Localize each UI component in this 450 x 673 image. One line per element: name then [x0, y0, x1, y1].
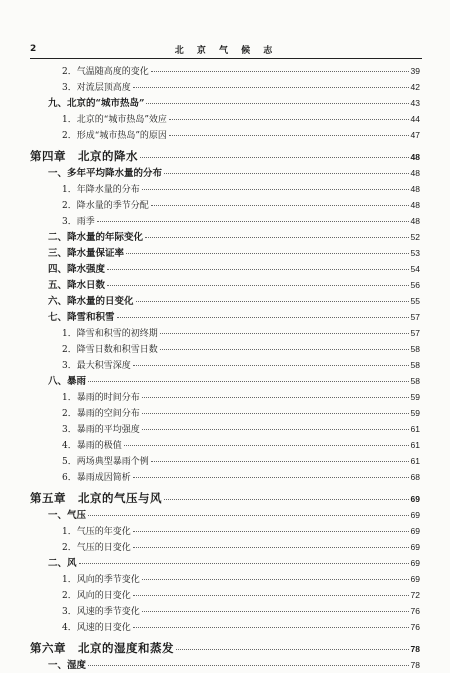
toc-page-number: 68	[410, 472, 420, 482]
toc-page-number: 57	[410, 312, 420, 322]
page-header	[30, 40, 422, 60]
toc-section-row	[30, 293, 420, 309]
toc-section-row	[30, 245, 420, 261]
toc-subsection-row	[30, 63, 420, 79]
toc-entry-title: 第六章 北京的湿度和蒸发	[30, 641, 174, 655]
toc-subsection-row	[30, 389, 420, 405]
toc-chapter-row	[30, 637, 420, 657]
toc-entry-title: 3．风速的季节变化	[62, 607, 140, 617]
dot-leader	[145, 237, 409, 238]
toc-page-number: 61	[410, 424, 420, 434]
toc-entry-title: 3．雨季	[62, 217, 95, 227]
dot-leader	[133, 87, 409, 88]
toc-subsection-row	[30, 469, 420, 485]
toc-entry-title: 五、降水日数	[48, 280, 106, 291]
toc-page-number: 48	[410, 184, 420, 194]
toc-page-number: 48	[410, 216, 420, 226]
toc-page-number: 78	[410, 660, 420, 670]
toc-page-number: 42	[410, 82, 420, 92]
toc-subsection-row	[30, 357, 420, 373]
dot-leader	[164, 499, 409, 500]
toc-page-number: 69	[410, 574, 420, 584]
toc-entry-title: 一、湿度	[48, 660, 87, 671]
toc-subsection-row	[30, 181, 420, 197]
toc-entry-title: 二、风	[48, 558, 77, 569]
toc-page-number: 44	[410, 114, 420, 124]
toc-entry-title: 2．降雪日数和积雪日数	[62, 345, 158, 355]
toc-entry-title: 6．暴雨成因简析	[62, 473, 131, 483]
toc-subsection-row	[30, 453, 420, 469]
toc-entry-title: 七、降雪和积雪	[48, 312, 115, 323]
toc-page-number: 61	[410, 440, 420, 450]
dot-leader	[117, 317, 409, 318]
dot-leader	[142, 579, 409, 580]
dot-leader	[176, 649, 409, 650]
toc-subsection-row	[30, 127, 420, 143]
toc-subsection-row	[30, 111, 420, 127]
dot-leader	[151, 71, 409, 72]
dot-leader	[107, 285, 409, 286]
toc-subsection-row	[30, 437, 420, 453]
toc-section-row	[30, 309, 420, 325]
dot-leader	[88, 665, 409, 666]
toc-entry-title: 1．北京的“城市热岛”效应	[62, 115, 167, 125]
toc-entry-title: 1．风向的季节变化	[62, 575, 140, 585]
toc-section-row	[30, 261, 420, 277]
toc-page-number: 57	[410, 328, 420, 338]
toc-entry-title: 1．气压的年变化	[62, 527, 131, 537]
toc-subsection-row	[30, 523, 420, 539]
toc-entry-title: 2．形成“城市热岛”的原因	[62, 131, 167, 141]
running-title: 北 京 气 候 志	[174, 46, 278, 56]
toc-page-number: 48	[410, 168, 420, 178]
toc-page-number: 39	[410, 66, 420, 76]
toc-page-number: 76	[410, 606, 420, 616]
toc-page-number: 58	[410, 376, 420, 386]
toc-page-number: 53	[410, 248, 420, 258]
toc-section-row	[30, 95, 420, 111]
toc-entry-title: 二、降水量的年际变化	[48, 232, 144, 243]
toc-page-number: 52	[410, 232, 420, 242]
dot-leader	[164, 173, 409, 174]
dot-leader	[79, 563, 409, 564]
dot-leader	[142, 413, 409, 414]
toc-subsection-row	[30, 79, 420, 95]
toc-entry-title: 九、北京的“城市热岛”	[48, 98, 145, 109]
toc-page-number: 69	[410, 558, 420, 568]
dot-leader	[126, 253, 409, 254]
toc-page-number: 69	[410, 526, 420, 536]
toc-subsection-row	[30, 325, 420, 341]
dot-leader	[169, 119, 409, 120]
toc-subsection-row	[30, 539, 420, 555]
toc-entry-title: 2．风向的日变化	[62, 591, 131, 601]
toc-entry-title: 3．对流层顶高度	[62, 83, 131, 93]
toc-page-number: 55	[410, 296, 420, 306]
toc-entry-title: 2．气温随高度的变化	[62, 67, 149, 77]
toc-page-number: 58	[410, 360, 420, 370]
toc-entry-title: 一、多年平均降水量的分布	[48, 168, 163, 179]
dot-leader	[146, 103, 408, 104]
dot-leader	[160, 349, 409, 350]
dot-leader	[142, 397, 409, 398]
toc-subsection-row	[30, 571, 420, 587]
toc-subsection-row	[30, 587, 420, 603]
toc-section-row	[30, 555, 420, 571]
toc-entry-title: 四、降水强度	[48, 264, 106, 275]
toc-entry-title: 八、暴雨	[48, 376, 87, 387]
toc-entry-title: 1．降雪和积雪的初终期	[62, 329, 158, 339]
toc-entry-title: 3．暴雨的平均强度	[62, 425, 140, 435]
dot-leader	[136, 301, 409, 302]
toc-entry-title: 第四章 北京的降水	[30, 149, 138, 163]
toc-section-row	[30, 229, 420, 245]
toc-entry-title: 4．风速的日变化	[62, 623, 131, 633]
toc-subsection-row	[30, 619, 420, 635]
dot-leader	[151, 205, 409, 206]
dot-leader	[124, 445, 409, 446]
dot-leader	[133, 477, 409, 478]
toc-section-row	[30, 657, 420, 673]
dot-leader	[133, 365, 409, 366]
toc-page-number: 76	[410, 622, 420, 632]
toc-entry-title: 2．暴雨的空间分布	[62, 409, 140, 419]
toc-page-number: 47	[410, 130, 420, 140]
toc-page-number: 72	[410, 590, 420, 600]
toc-page-number: 69	[410, 494, 420, 504]
toc-page-number: 59	[410, 392, 420, 402]
toc-section-row	[30, 507, 420, 523]
toc-subsection-row	[30, 405, 420, 421]
toc-entry-title: 一、气压	[48, 510, 87, 521]
toc-page-number: 56	[410, 280, 420, 290]
toc-entry-title: 三、降水量保证率	[48, 248, 125, 259]
toc-subsection-row	[30, 603, 420, 619]
dot-leader	[133, 531, 409, 532]
toc-entry-title: 第五章 北京的气压与风	[30, 491, 162, 505]
page-number: 2	[30, 44, 37, 54]
toc-section-row	[30, 373, 420, 389]
dot-leader	[88, 381, 409, 382]
dot-leader	[133, 547, 409, 548]
toc-page-number: 54	[410, 264, 420, 274]
dot-leader	[107, 269, 409, 270]
toc-entry-title: 1．年降水量的分布	[62, 185, 140, 195]
table-of-contents	[30, 63, 420, 673]
header-rule	[30, 58, 422, 59]
dot-leader	[133, 627, 409, 628]
toc-page-number: 69	[410, 510, 420, 520]
toc-entry-title: 六、降水量的日变化	[48, 296, 134, 307]
dot-leader	[142, 611, 409, 612]
toc-chapter-row	[30, 145, 420, 165]
toc-page-number: 69	[410, 542, 420, 552]
toc-page-number: 61	[410, 456, 420, 466]
toc-page-number: 58	[410, 344, 420, 354]
dot-leader	[151, 461, 409, 462]
toc-entry-title: 2．降水量的季节分配	[62, 201, 149, 211]
toc-page-number: 43	[410, 98, 420, 108]
toc-page-number: 48	[410, 200, 420, 210]
toc-section-row	[30, 277, 420, 293]
toc-section-row	[30, 165, 420, 181]
dot-leader	[160, 333, 409, 334]
toc-entry-title: 5．两场典型暴雨个例	[62, 457, 149, 467]
toc-entry-title: 1．暴雨的时间分布	[62, 393, 140, 403]
toc-entry-title: 4．暴雨的极值	[62, 441, 122, 451]
toc-page-number: 59	[410, 408, 420, 418]
toc-page-number: 48	[410, 152, 420, 162]
toc-subsection-row	[30, 197, 420, 213]
dot-leader	[133, 595, 409, 596]
toc-entry-title: 3．最大积雪深度	[62, 361, 131, 371]
toc-chapter-row	[30, 487, 420, 507]
toc-page-number: 78	[410, 644, 420, 654]
dot-leader	[142, 429, 409, 430]
toc-subsection-row	[30, 341, 420, 357]
toc-subsection-row	[30, 213, 420, 229]
toc-entry-title: 2．气压的日变化	[62, 543, 131, 553]
dot-leader	[140, 157, 409, 158]
dot-leader	[97, 221, 409, 222]
dot-leader	[169, 135, 409, 136]
dot-leader	[88, 515, 409, 516]
toc-subsection-row	[30, 421, 420, 437]
dot-leader	[142, 189, 409, 190]
